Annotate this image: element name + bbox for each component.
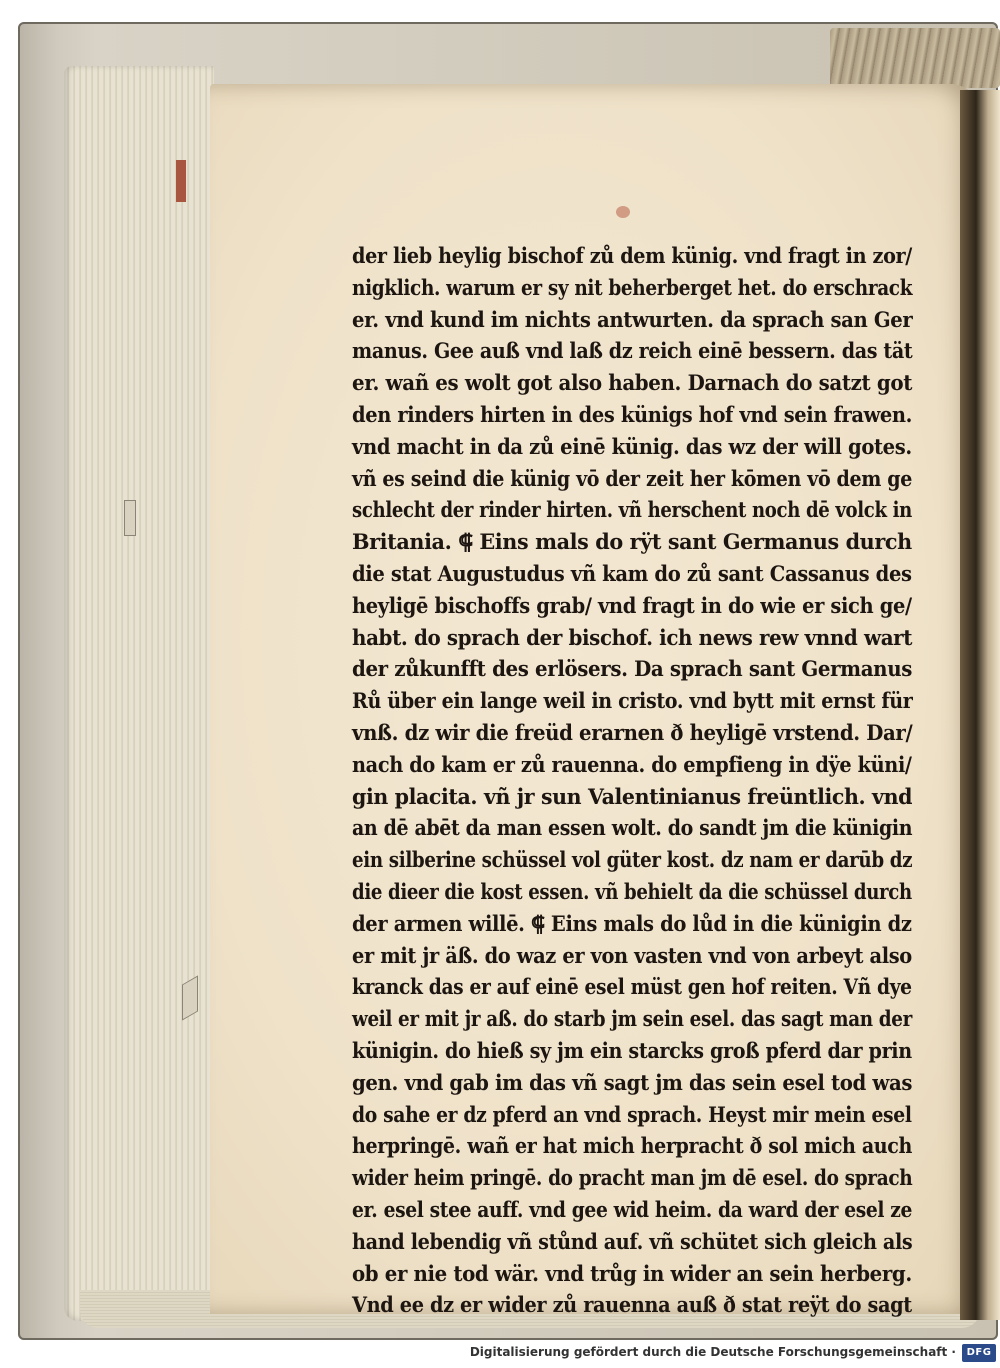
text-line: habt. do sprach der bischof. ich news rew vnnd wart: [352, 624, 913, 650]
page-edges: [64, 66, 214, 1321]
text-line: der lieb heylig bischof zů dem künig. vnd fragt in zor/: [352, 243, 912, 268]
text-line: künigin. do hieß sy jm ein starcks groß pferd dar prin: [352, 1037, 912, 1063]
text-line: den rinders hirten in des künigs hof vnd sein frawen.: [352, 401, 913, 427]
dfg-logo-icon: DFG: [962, 1344, 996, 1362]
text-line: der armen willē. ⸿ Eins mals do lůd in die künigin dz: [352, 910, 912, 936]
text-line: die stat Augustudus vñ kam do zů sant Cassanus des: [352, 560, 912, 586]
text-line: vnß. dz wir die freüd erarnen ð heyligē vrstend. Dar/: [352, 719, 913, 745]
text-line: er. vnd kund im nichts antwurten. da sprach san Ger: [352, 306, 913, 332]
book-spine-headband: [830, 28, 1000, 88]
text-line: Rů über ein lange weil in cristo. vnd bytt mit ernst für: [352, 688, 913, 714]
text-line: manus. Gee auß vnd laß dz reich einē bessern. das tät: [352, 338, 913, 364]
text-line: die dieer die kost essen. vñ behielt da die schüssel durch: [352, 878, 912, 904]
text-line: vñ es seind die künig vō der zeit her kōmen vō dem ge: [352, 465, 912, 491]
page-stain: [616, 206, 630, 218]
text-line: er. wañ es wolt got also haben. Darnach do satzt got: [352, 370, 912, 396]
text-line: an dē abēt da man essen wolt. do sandt jm die künigin: [352, 815, 913, 841]
text-line: der zůkunfft des erlösers. Da sprach sant Germanus: [352, 656, 912, 682]
text-line: ob er nie tod wär. vnd trůg in wider an sein herberg.: [352, 1260, 912, 1286]
text-line: herpringē. wañ er hat mich herpracht ð sol mich auch: [352, 1133, 913, 1159]
text-line: do sahe er dz pferd an vnd sprach. Heyst mir mein esel: [352, 1101, 912, 1127]
red-bookmark-tab: [176, 160, 186, 202]
text-line: Vnd ee dz er wider zů rauenna auß ð stat reÿt do sagt: [352, 1292, 912, 1318]
text-line: nigklich. warum er sy nit beherberget het. do erschrack: [352, 274, 913, 300]
text-line: nach do kam er zů rauenna. do empfieng in dÿe küni/: [352, 751, 912, 777]
text-line: schlecht der rinder hirten. vñ herschent noch dē volck in: [352, 497, 912, 523]
text-line: wider heim pringē. do pracht man jm dē esel. do sprach: [352, 1165, 913, 1191]
funding-credit: Digitalisierung gefördert durch die Deutsche Forschungsgemeinschaft ·: [469, 1345, 956, 1359]
text-line: gin placita. vñ jr sun Valentinianus freüntlich. vnd: [352, 783, 913, 809]
footer-bar: [0, 1340, 1000, 1368]
text-line: gen. vnd gab im das vñ sagt jm das sein esel tod was: [352, 1069, 913, 1095]
text-line: er mit jr äß. do waz er von vasten vnd von arbeyt also: [352, 942, 912, 968]
text-line: Britania. ⸿ Eins mals do rÿt sant Germanus durch: [352, 529, 912, 555]
text-line: er. esel stee auff. vnd gee wid heim. da ward der esel ze: [352, 1196, 913, 1222]
text-line: vnd macht in da zů einē künig. das wz der will gotes.: [352, 433, 912, 459]
text-line: kranck das er auf einē esel müst gen hof reiten. Vñ dye: [352, 974, 912, 1000]
clasp-fragment: [124, 500, 136, 536]
text-line: ein silberine schüssel vol güter kost. dz nam er darūb dz: [352, 847, 913, 873]
text-line: hand lebendig vñ stůnd auf. vñ schütet sich gleich als: [352, 1228, 913, 1254]
text-line: weil er mit jr aß. do starb jm sein esel. das sagt man der: [352, 1006, 912, 1032]
blackletter-text-block: [352, 240, 912, 1321]
text-line: heyligē bischoffs grab/ vnd fragt in do wie er sich ge/: [352, 592, 912, 618]
book-gutter: [960, 90, 1000, 1320]
